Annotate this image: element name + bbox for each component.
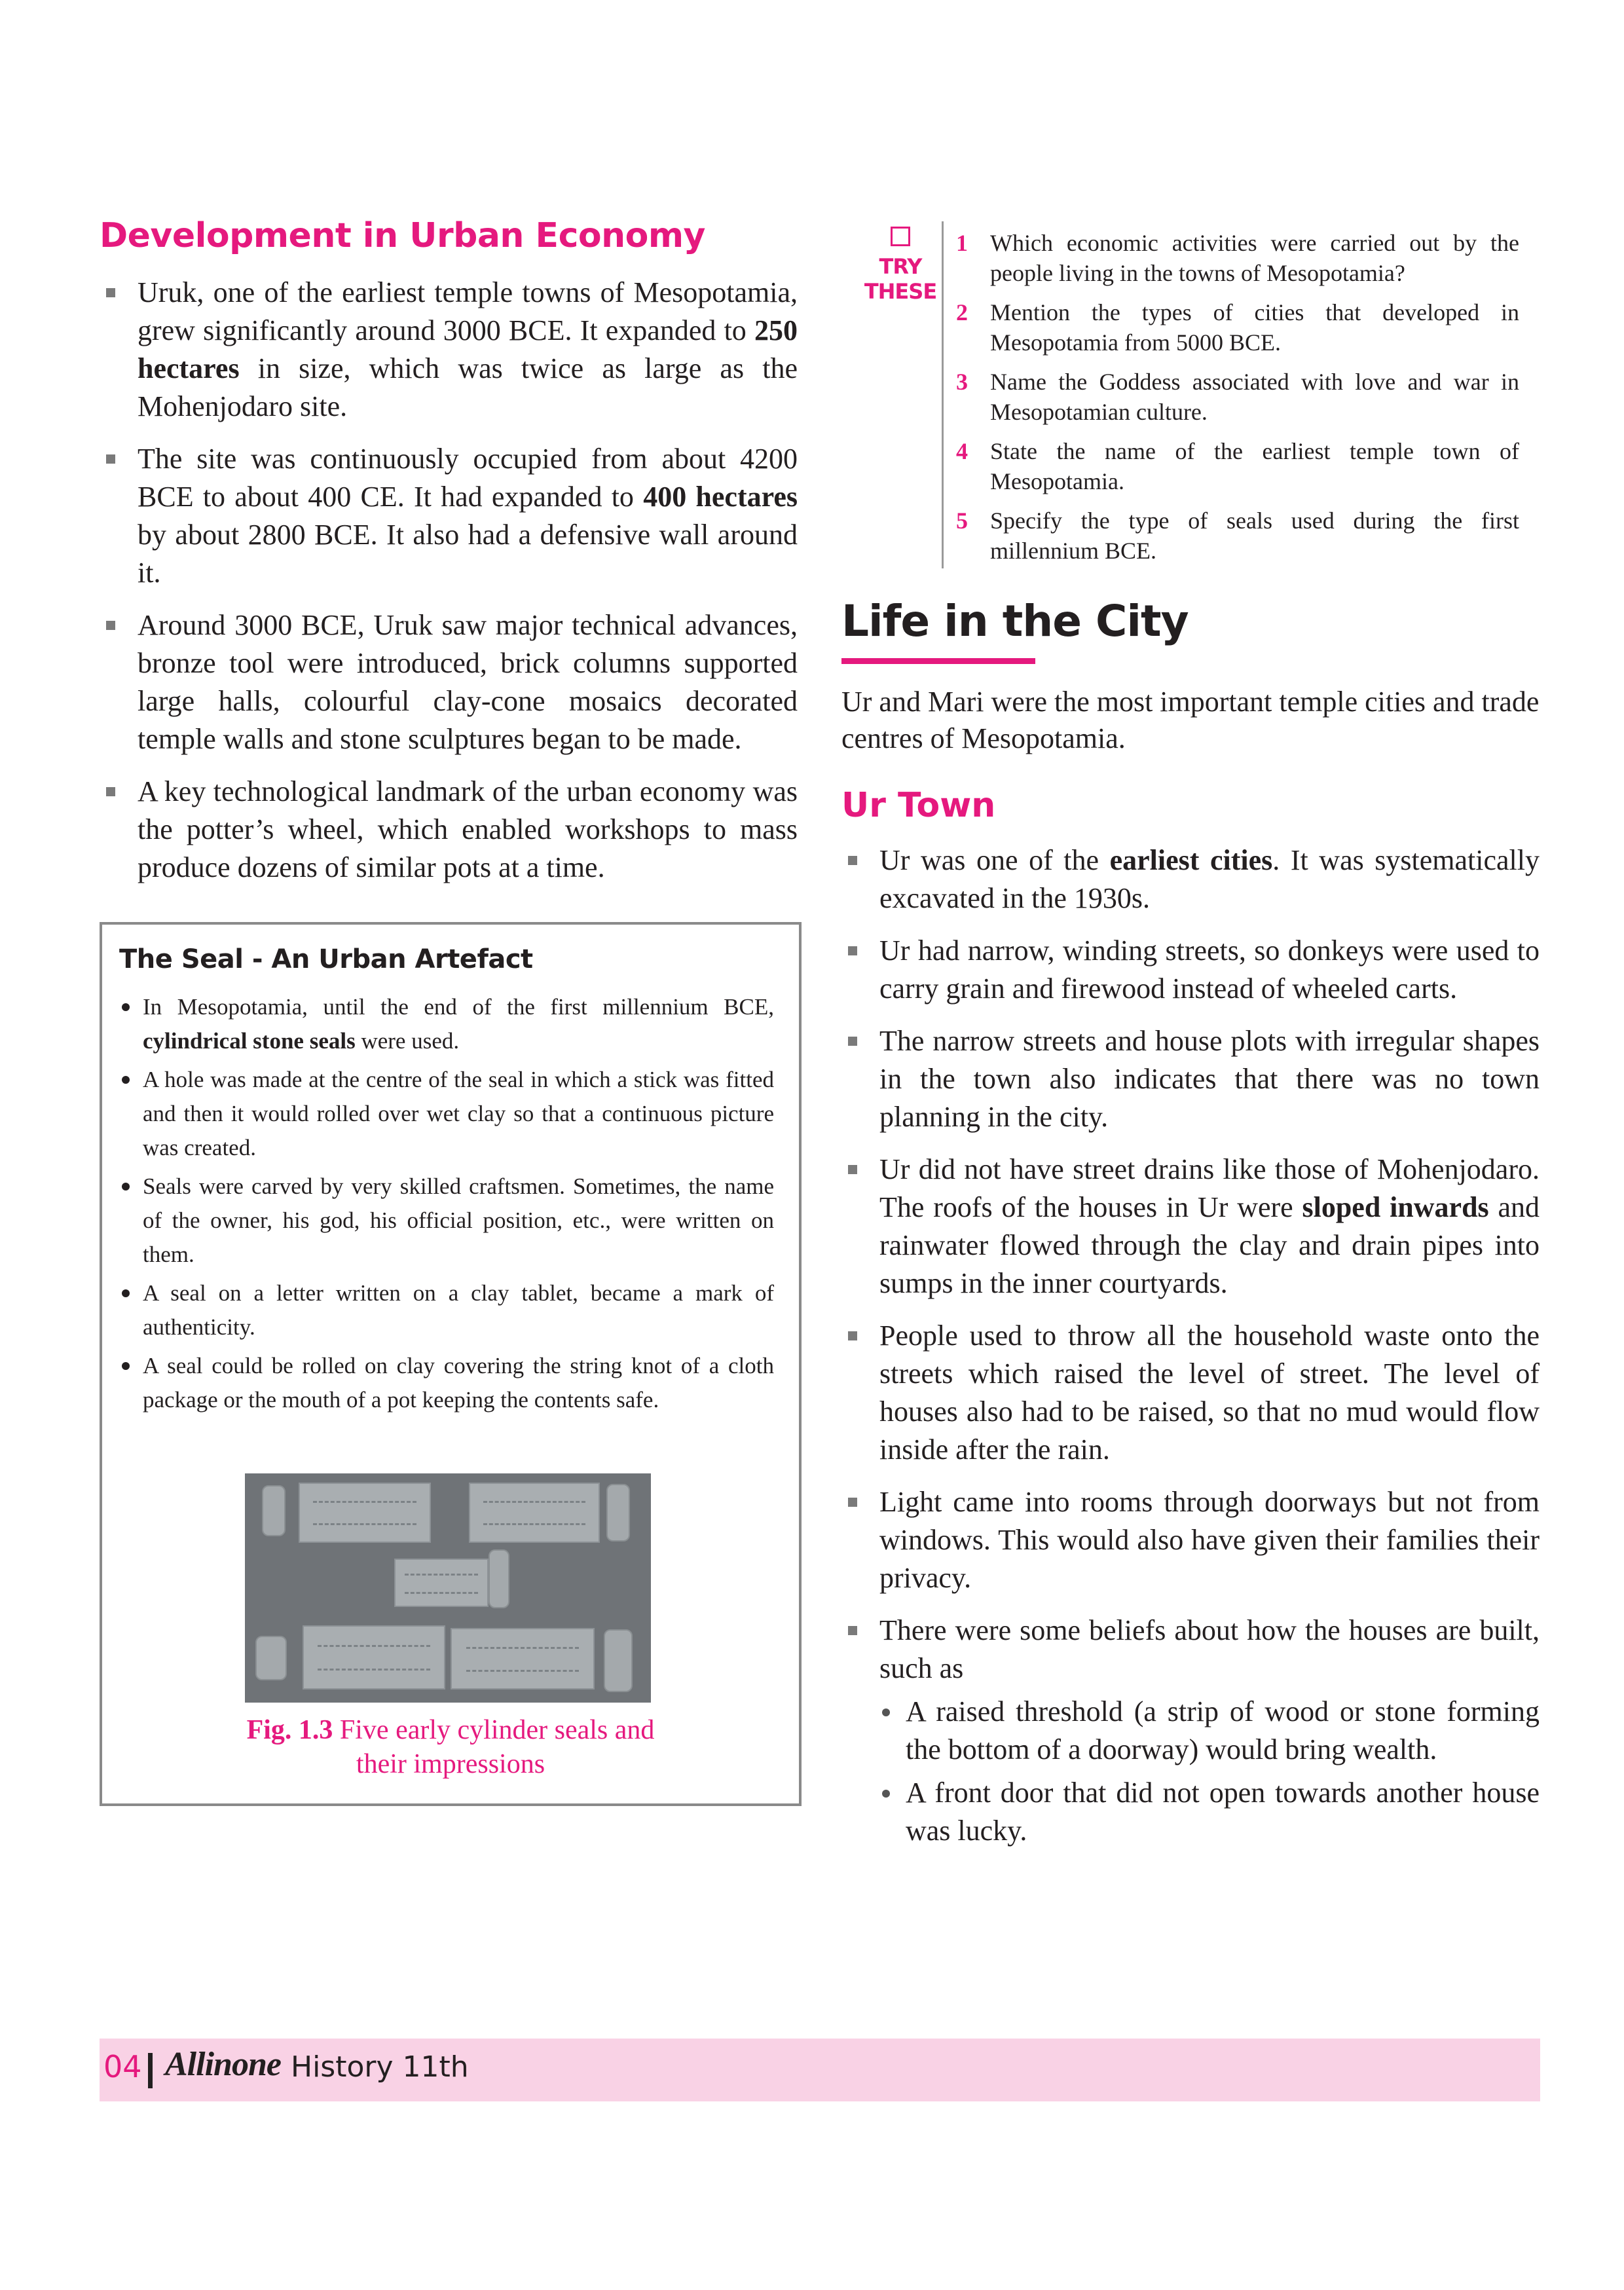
beliefs-sublist — [879, 1693, 1540, 1850]
item-text: A seal could be rolled on clay covering the string knot of a cloth package or the mouth of a pot keeping the contents safe. — [143, 1353, 774, 1413]
sub-list-item — [879, 1774, 1540, 1850]
square-bullet-icon — [848, 1165, 857, 1174]
item-bold: 250 hectares — [138, 314, 798, 384]
list-item — [841, 1151, 1540, 1302]
seal-impression-shape — [303, 1625, 445, 1690]
subheading-ur-town: Ur Town — [841, 786, 996, 825]
item-text: by about 2800 BCE. It also had a defensive wall around it. — [138, 519, 798, 589]
item-text: Ur was one of the — [879, 844, 1110, 876]
question-item — [956, 506, 1519, 566]
item-text: A hole was made at the centre of the seal in which a stick was fitted and then it would rolled over wet clay so that a continuous picture was created. — [143, 1067, 774, 1160]
try-these-label — [858, 223, 943, 304]
bullet-dot-icon — [122, 1076, 130, 1084]
list-item — [119, 1063, 774, 1165]
square-bullet-icon — [106, 621, 115, 630]
item-text: There were some beliefs about how the houses are built, such as — [879, 1614, 1540, 1684]
cylinder-seal-shape — [255, 1636, 287, 1680]
square-bullet-icon — [848, 1037, 857, 1046]
try-label-line2: THESE — [864, 279, 937, 304]
book-subject: History 11th — [291, 2050, 469, 2084]
list-item — [119, 1170, 774, 1272]
seal-info-box — [100, 922, 802, 1806]
list-item — [100, 606, 798, 758]
question-number: 5 — [956, 508, 968, 534]
question-text: Mention the types of cities that developed in Mesopotamia from 5000 BCE. — [990, 299, 1519, 356]
square-bullet-icon — [848, 1498, 857, 1507]
question-text: Name the Goddess associated with love and war in Mesopotamian culture. — [990, 369, 1519, 425]
figure-caption-line1: Five early cylinder seals and — [333, 1715, 655, 1745]
bullet-dot-icon — [122, 1289, 130, 1297]
checkbox-square-icon — [891, 227, 910, 246]
item-text: People used to throw all the household waste onto the streets which raised the level of street. The level of houses also had to be raised, so that no mud would flow inside after the rain. — [879, 1320, 1540, 1466]
seal-impression-shape — [451, 1628, 595, 1690]
bullet-dot-icon — [122, 1003, 130, 1011]
cylinder-seals-photo — [245, 1473, 651, 1703]
question-number: 3 — [956, 369, 968, 395]
cylinder-seal-shape — [489, 1549, 509, 1608]
vertical-divider — [942, 221, 944, 568]
item-bold: earliest cities — [1109, 844, 1273, 876]
page-number: 04 — [103, 2049, 142, 2084]
figure-caption — [102, 1713, 799, 1781]
item-text: Uruk, one of the earliest temple towns of Mesopotamia, grew significantly around 3000 BCE. It expanded to — [138, 276, 798, 346]
item-text: A key technological landmark of the urban economy was the potter’s wheel, which enabled workshops to mass produce dozens of similar pots at a time. — [138, 775, 798, 883]
item-text: Ur did not have street drains like those of Mohenjodaro. The roofs of the houses in Ur were — [879, 1153, 1540, 1223]
list-item — [119, 990, 774, 1058]
urban-economy-list — [100, 274, 798, 887]
item-text: in size, which was twice as large as the Mohenjodaro site. — [138, 352, 798, 422]
page-footer — [100, 2039, 1540, 2101]
item-text: A seal on a letter written on a clay tablet, became a mark of authenticity. — [143, 1280, 774, 1340]
question-item — [956, 297, 1519, 358]
list-item — [841, 841, 1540, 917]
left-column — [100, 216, 798, 901]
question-item — [956, 228, 1519, 288]
figure-caption-line2: their impressions — [356, 1749, 545, 1779]
seal-facts-list — [119, 990, 774, 1422]
list-item — [100, 274, 798, 426]
list-item — [841, 1612, 1540, 1850]
heading-underline — [841, 658, 1035, 664]
question-item — [956, 367, 1519, 427]
question-text: Which economic activities were carried out by the people living in the towns of Mesopotamia? — [990, 230, 1519, 286]
seal-impression-shape — [469, 1483, 600, 1543]
ur-town-list — [841, 841, 1540, 1850]
item-bold: sloped inwards — [1302, 1191, 1489, 1223]
question-number: 1 — [956, 230, 968, 256]
question-text: State the name of the earliest temple town of Mesopotamia. — [990, 438, 1519, 494]
list-item — [841, 1022, 1540, 1136]
bullet-dot-icon — [122, 1183, 130, 1191]
item-text: The site was continuously occupied from about 4200 BCE to about 400 CE. It had expanded to — [138, 443, 798, 513]
footer-divider — [148, 2053, 153, 2088]
figure-number: Fig. 1.3 — [246, 1715, 333, 1745]
item-text: In Mesopotamia, until the end of the first millennium BCE, — [143, 994, 774, 1020]
try-these-text — [858, 254, 943, 304]
list-item — [100, 440, 798, 592]
try-these-questions — [956, 228, 1519, 575]
list-item — [119, 1349, 774, 1417]
item-text: Around 3000 BCE, Uruk saw major technical advances, bronze tool were introduced, brick columns supported large halls, colourful clay-cone mosaics decorated temple walls and stone sculptures began to be made. — [138, 609, 798, 755]
cylinder-seal-shape — [604, 1629, 633, 1692]
seal-box-title: The Seal - An Urban Artefact — [119, 944, 533, 974]
intro-paragraph: Ur and Mari were the most important temple cities and trade centres of Mesopotamia. — [841, 686, 1540, 754]
brand-logo: Allinone — [165, 2046, 281, 2083]
square-bullet-icon — [848, 856, 857, 865]
list-item — [100, 773, 798, 887]
sub-list-item — [879, 1693, 1540, 1769]
item-text: A front door that did not open towards another house was lucky. — [906, 1777, 1540, 1847]
item-text: . It was systematically excavated in the 1930s. — [879, 844, 1540, 914]
bullet-dot-icon — [882, 1790, 890, 1798]
ur-town-column — [841, 841, 1540, 1864]
item-text: Light came into rooms through doorways but not from windows. This would also have given their families their privacy. — [879, 1486, 1540, 1594]
square-bullet-icon — [848, 1626, 857, 1635]
cylinder-seal-shape — [262, 1485, 286, 1536]
section-heading-life-in-city: Life in the City — [841, 596, 1189, 646]
question-text: Specify the type of seals used during the first millennium BCE. — [990, 508, 1519, 564]
item-text: A raised threshold (a strip of wood or stone forming the bottom of a doorway) would bring wealth. — [906, 1695, 1540, 1765]
bullet-dot-icon — [882, 1708, 890, 1716]
square-bullet-icon — [106, 454, 115, 464]
item-text: Ur had narrow, winding streets, so donkeys were used to carry grain and firewood instead of wheeled carts. — [879, 934, 1540, 1005]
cylinder-seal-shape — [606, 1484, 630, 1542]
square-bullet-icon — [106, 787, 115, 796]
item-text: The narrow streets and house plots with irregular shapes in the town also indicates that there was no town planning in the city. — [879, 1025, 1540, 1133]
item-bold: cylindrical stone seals — [143, 1028, 356, 1054]
section-heading-urban-economy: Development in Urban Economy — [100, 216, 705, 255]
bullet-dot-icon — [122, 1362, 130, 1370]
question-number: 4 — [956, 438, 968, 464]
list-item — [841, 1317, 1540, 1469]
item-bold: 400 hectares — [643, 481, 798, 513]
list-item — [841, 932, 1540, 1008]
item-text: and rainwater flowed through the clay and drain pipes into sumps in the inner courtyards. — [879, 1191, 1540, 1299]
item-text: were used. — [355, 1028, 460, 1054]
question-number: 2 — [956, 299, 968, 325]
list-item — [119, 1276, 774, 1344]
square-bullet-icon — [848, 946, 857, 955]
list-item — [841, 1483, 1540, 1597]
square-bullet-icon — [106, 288, 115, 297]
item-text: Seals were carved by very skilled craftsmen. Sometimes, the name of the owner, his god, his official position, etc., were written on them. — [143, 1173, 774, 1267]
question-item — [956, 436, 1519, 496]
try-label-line1: TRY — [879, 254, 922, 279]
seal-impression-shape — [394, 1559, 489, 1607]
seal-impression-shape — [299, 1483, 431, 1543]
square-bullet-icon — [848, 1331, 857, 1340]
